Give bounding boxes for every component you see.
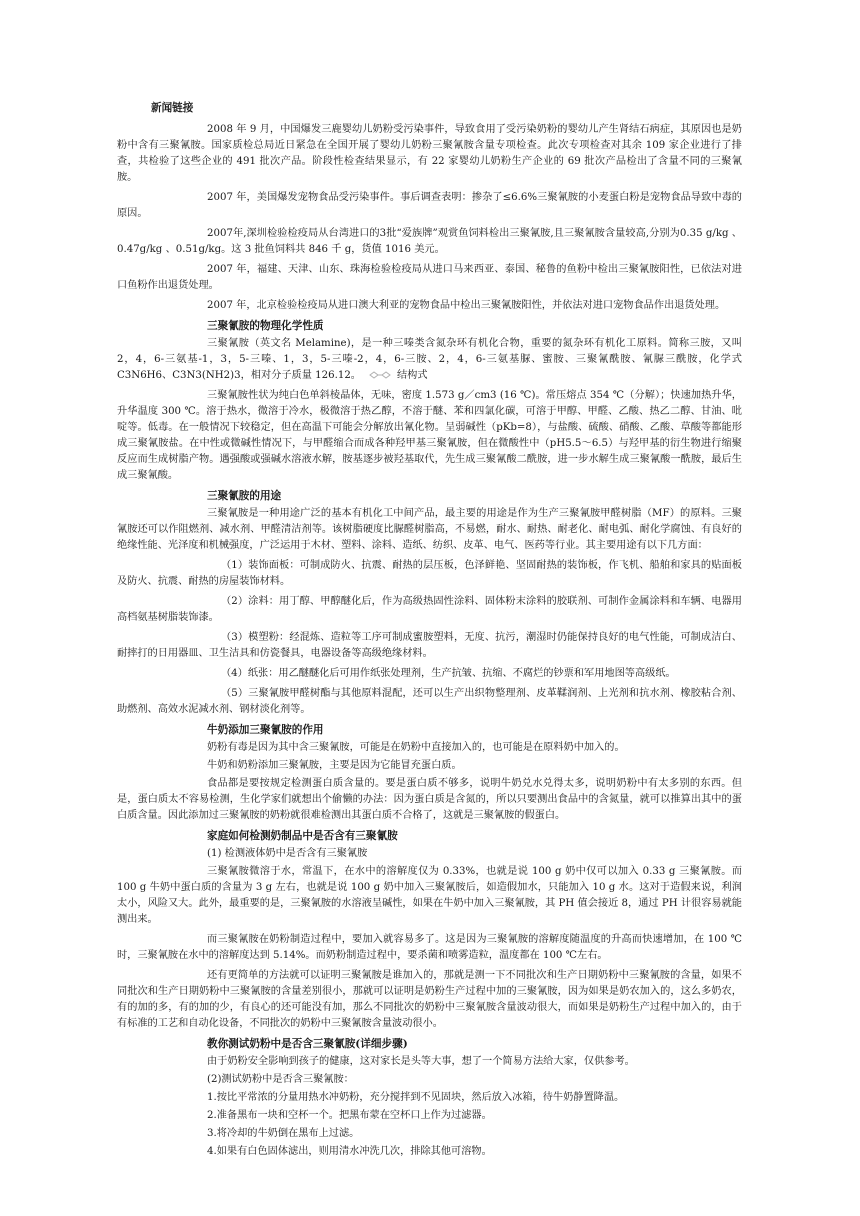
section-heading-milk: 牛奶添加三聚氰胺的作用 bbox=[207, 724, 324, 736]
milk-paragraph-1: 奶粉有毒是因为其中含三聚氰胺，可能是在奶粉中直接加入的，也可能是在原料奶中加入的。 bbox=[207, 742, 625, 753]
structure-caption: 结构式 bbox=[397, 370, 428, 381]
properties-paragraph-1 bbox=[117, 336, 742, 384]
uses-list-item: （2）涂料：用丁醇、甲醇醚化后，作为高级热固性涂料、固体粉末涂料的胶联剂、可制作金属涂料和车辆、电器用高档氨基树脂装饰漆。 bbox=[117, 596, 742, 623]
test-subheading: (2)测试奶粉中是否含三聚氰胺： bbox=[207, 1074, 354, 1085]
news-paragraph: 2007年,深圳检验检疫局从台湾进口的3批“爱族牌”观赏鱼饲料检出三聚氰胺,且三聚氰胺含量较高,分别为0.35 g/kg 、0.47g/kg 、0.51g/kg。这 3 批鱼饲料共 846 千 g，货值 1016 美元。 bbox=[117, 228, 742, 255]
news-link-heading: 新闻链接 bbox=[151, 102, 194, 114]
properties-text: 三聚氰胺（英文名 Melamine)，是一种三嗪类含氮杂环有机化合物，重要的氮杂环有机化工原料。简称三胺，又叫 2，4，6-三氨基-1，3，5-三嗪、1，3，5-三嗪-2，4，6-三胺、2，4，6-三氨基脲、蜜胺、三聚氰酰胺、氰脲三酰胺，化学式 C3N6H6、C3N3(NH2)3，相对分子质量 126.12。 bbox=[117, 338, 742, 381]
test-step: 2.准备黑布一块和空杯一个。把黑布蒙在空杯口上作为过滤器。 bbox=[207, 1110, 492, 1121]
section-heading-detect: 家庭如何检测奶制品中是否含有三聚氰胺 bbox=[207, 830, 398, 842]
uses-list-item: （5）三聚氰胺甲醛树酯与其他原料混配，还可以生产出织物整理剂、皮革鞣润剂、上光剂和抗水剂、橡胶粘合剂、助燃剂、高效水泥减水剂、钢材淡化剂等。 bbox=[117, 688, 742, 715]
detect-paragraph-1: 三聚氰胺微溶于水，常温下，在水中的溶解度仅为 0.33%，也就是说 100 g 奶中仅可以加入 0.33 g 三聚氰胺。而 100 g 牛奶中蛋白质的含量为 3 g 左右，也就是说 100 g 奶中加入三聚氰胺后，如造假加水，只能加入 10 g 水。这对于造假来说，利润太小，风险又大。此外，最重要的是，三聚氰胺的水溶液呈碱性，如果在牛奶中加入三聚氰胺，其 PH 值会接近 8，通过 PH 计很容易就能测出来。 bbox=[117, 866, 742, 925]
uses-list-item: （4）纸张：用乙醚醚化后可用作纸张处理剂，生产抗皱、抗缩、不腐烂的钞票和军用地图等高级纸。 bbox=[221, 668, 676, 679]
news-paragraph: 2007 年，美国爆发宠物食品受污染事件。事后调查表明：掺杂了≤6.6%三聚氰胺的小麦蛋白粉是宠物食品导致中毒的原因。 bbox=[117, 192, 742, 219]
news-paragraph: 2008 年 9 月，中国爆发三鹿婴幼儿奶粉受污染事件，导致食用了受污染奶粉的婴幼儿产生肾结石病症，其原因也是奶粉中含有三聚氰胺。国家质检总局近日紧急在全国开展了婴幼儿奶粉三聚氰胺含量专项检查。此次专项检查对其余 109 家企业进行了排查，共检验了这些企业的 491 批次产品。阶段性检查结果显示，有 22 家婴幼儿奶粉生产企业的 69 批次产品检出了含量不同的三聚氰胺。 bbox=[117, 124, 742, 183]
section-heading-test: 教你测试奶粉中是否含三聚氰胺(详细步骤) bbox=[207, 1038, 408, 1050]
news-paragraph: 2007 年，福建、天津、山东、珠海检验检疫局从进口马来西亚、泰国、秘鲁的鱼粉中检出三聚氰胺阳性，已依法对进口鱼粉作出退货处理。 bbox=[117, 264, 742, 291]
test-intro: 由于奶粉安全影响到孩子的健康，这对家长是头等大事，想了一个简易方法给大家，仅供参考。 bbox=[207, 1056, 635, 1067]
detect-paragraph-2: 而三聚氰胺在奶粉制造过程中，要加入就容易多了。这是因为三聚氰胺的溶解度随温度的升高而快速增加，在 100 ℃时，三聚氰胺在水中的溶解度达到 5.14%。而奶粉制造过程中，要杀菌和喷雾造粒，温度都在 100 ℃左右。 bbox=[117, 934, 742, 961]
test-step: 4.如果有白色固体滤出，则用清水冲洗几次，排除其他可溶物。 bbox=[207, 1146, 492, 1157]
document-body bbox=[117, 100, 742, 1162]
uses-list-item: （1）装饰面板：可制成防火、抗震、耐热的层压板，色泽鲜艳、坚固耐热的装饰板，作飞机、船舶和家具的贴面板及防火、抗震、耐热的房屋装饰材料。 bbox=[117, 560, 742, 587]
uses-intro: 三聚氰胺是一种用途广泛的基本有机化工中间产品，最主要的用途是作为生产三聚氰胺甲醛树脂（MF）的原料。三聚氰胺还可以作阻燃剂、减水剂、甲醛清洁剂等。该树脂硬度比脲醛树脂高，不易燃，耐水、耐热、耐老化、耐电弧、耐化学腐蚀、有良好的绝缘性能、光泽度和机械强度，广泛运用于木材、塑料、涂料、造纸、纺织、皮革、电气、医药等行业。其主要用途有以下几方面： bbox=[117, 508, 742, 551]
structural-formula-image bbox=[367, 370, 393, 380]
section-heading-properties: 三聚氰胺的物理化学性质 bbox=[207, 320, 324, 332]
detect-subheading: (1) 检测液体奶中是否含有三聚氰胺 bbox=[207, 848, 368, 859]
section-heading-uses: 三聚氰胺的用途 bbox=[207, 490, 282, 502]
test-step: 3.将冷却的牛奶倒在黑布上过滤。 bbox=[207, 1128, 360, 1139]
uses-list-item: （3）模塑粉：经混炼、造粒等工序可制成蜜胺塑料，无度、抗污，潮湿时仍能保持良好的电气性能，可制成洁白、耐摔打的日用器皿、卫生洁具和仿瓷餐具，电器设备等高级绝缘材料。 bbox=[117, 632, 742, 659]
test-step: 1.按比平常浓的分量用热水冲奶粉，充分搅拌到不见固块，然后放入冰箱，待牛奶静置降温。 bbox=[207, 1092, 625, 1103]
milk-paragraph-2: 牛奶和奶粉添加三聚氰胺，主要是因为它能冒充蛋白质。 bbox=[207, 760, 462, 771]
news-paragraph: 2007 年，北京检验检疫局从进口澳大利亚的宠物食品中检出三聚氰胺阳性，并依法对进口宠物食品作出退货处理。 bbox=[207, 300, 726, 311]
properties-paragraph-2: 三聚氰胺性状为纯白色单斜棱晶体，无味，密度 1.573 g／cm3 (16 ℃)。常压熔点 354 ℃（分解）；快速加热升华，升华温度 300 ℃。溶于热水，微溶于冷水，极微溶于热乙醇，不溶于醚、苯和四氯化碳，可溶于甲醇、甲醛、乙酸、热乙二醇、甘油、吡啶等。低毒。在一般情况下较稳定，但在高温下可能会分解放出氰化物。呈弱碱性（pKb=8），与盐酸、硫酸、硝酸、乙酸、草酸等都能形成三聚氰胺盐。在中性或微碱性情况下，与甲醛缩合而成各种羟甲基三聚氰胺，但在微酸性中（pH5.5～6.5）与羟甲基的衍生物进行缩聚反应而生成树脂产物。遇强酸或强碱水溶液水解，胺基逐步被羟基取代，先生成三聚氰酸二酰胺，进一步水解生成三聚氰酸一酰胺，最后生成三聚氰酸。 bbox=[117, 390, 742, 481]
milk-paragraph-3: 食品都是要按规定检测蛋白质含量的。要是蛋白质不够多，说明牛奶兑水兑得太多，说明奶粉中有太多别的东西。但是，蛋白质太不容易检测，生化学家们就想出个偷懒的办法：因为蛋白质是含氮的，所以只要测出食品中的含氮量，就可以推算出其中的蛋白质含量。因此添加过三聚氰胺的奶粉就很难检测出其蛋白质不合格了，这就是三聚氰胺的假蛋白。 bbox=[117, 778, 742, 821]
detect-paragraph-3: 还有更简单的方法就可以证明三聚氰胺是谁加入的，那就是测一下不同批次和生产日期奶粉中三聚氰胺的含量，如果不同批次和生产日期奶粉中三聚氰胺的含量差别很小，那就可以证明是奶粉生产过程中加的三聚氰胺，因为如果是奶农加入的，这么多奶农，有的加的多，有的加的少，有良心的还可能没有加，那么不同批次的奶粉中三聚氰胺含量波动很大，而如果是奶粉生产过程中加入的，由于有标准的工艺和自动化设备，不同批次的奶粉中三聚氰胺含量波动很小。 bbox=[117, 970, 742, 1029]
